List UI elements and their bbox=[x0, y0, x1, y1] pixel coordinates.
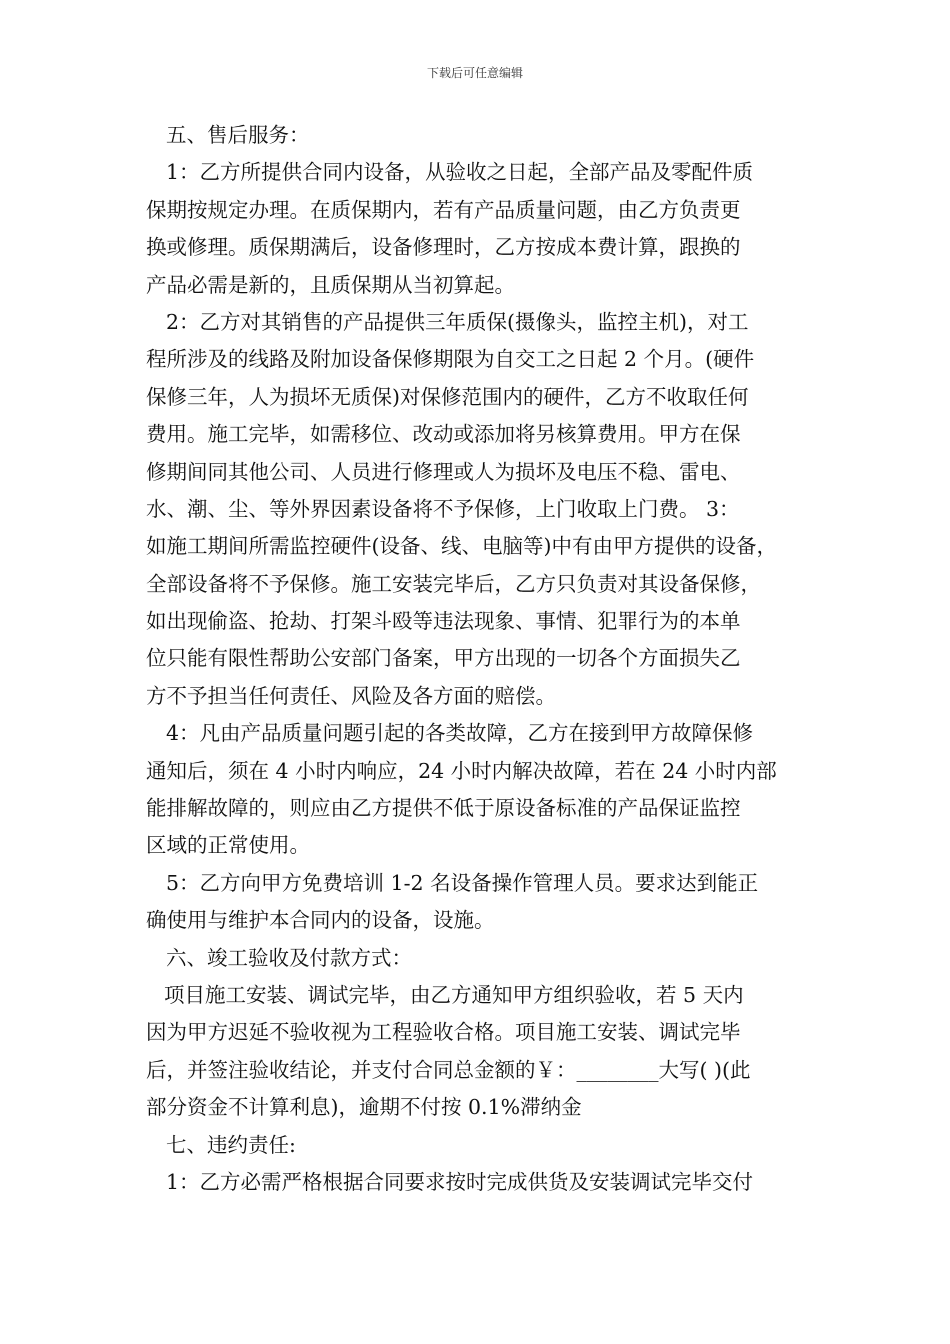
paragraph-line: 换或修理。质保期满后，设备修理时，乙方按成本费计算，跟换的 bbox=[146, 235, 741, 260]
paragraph-line: 4：凡由产品质量问题引起的各类故障，乙方在接到甲方故障保修 bbox=[166, 721, 754, 746]
paragraph-line: 后，并签注验收结论，并支付合同总金额的￥：________大写( )(此 bbox=[146, 1057, 751, 1082]
paragraph-line: 项目施工安装、调试完毕，由乙方通知甲方组织验收，若 5 天内 bbox=[164, 982, 744, 1007]
paragraph-line: 能排解故障的，则应由乙方提供不低于原设备标准的产品保证监控 bbox=[146, 796, 741, 821]
paragraph-line: 2：乙方对其销售的产品提供三年质保(摄像头，监控主机)，对工 bbox=[166, 309, 749, 334]
paragraph-line: 费用。施工完毕，如需移位、改动或添加将另核算费用。甲方在保 bbox=[146, 422, 741, 447]
paragraph-line: 方不予担当任何责任、风险及各方面的赔偿。 bbox=[146, 683, 556, 708]
paragraph-line: 保期按规定办理。在质保期内，若有产品质量问题，由乙方负责更 bbox=[146, 197, 741, 222]
paragraph-line: 如施工期间所需监控硬件(设备、线、电脑等)中有由甲方提供的设备， bbox=[146, 534, 777, 559]
paragraph-line: 因为甲方迟延不验收视为工程验收合格。项目施工安装、调试完毕 bbox=[146, 1020, 741, 1045]
paragraph-line: 1：乙方所提供合同内设备，从验收之日起，全部产品及零配件质 bbox=[166, 160, 754, 185]
paragraph-line: 如出现偷盗、抢劫、打架斗殴等违法现象、事情、犯罪行为的本单 bbox=[146, 609, 741, 634]
paragraph-line: 保修三年，人为损坏无质保)对保修范围内的硬件，乙方不收取任何 bbox=[146, 384, 749, 409]
paragraph-line: 通知后，须在 4 小时内响应，24 小时内解决故障，若在 24 小时内部 bbox=[146, 758, 777, 783]
paragraph-line: 确使用与维护本合同内的设备，设施。 bbox=[146, 908, 495, 933]
paragraph-line: 部分资金不计算利息)，逾期不付按 0.1%滞纳金 bbox=[146, 1095, 582, 1120]
section-heading-acceptance-payment: 六、竣工验收及付款方式： bbox=[166, 945, 412, 970]
page-header: 下载后可任意编辑 bbox=[426, 66, 523, 80]
document-body bbox=[146, 117, 808, 1201]
paragraph-line: 产品必需是新的，且质保期从当初算起。 bbox=[146, 272, 515, 297]
paragraph-line: 全部设备将不予保修。施工安装完毕后，乙方只负责对其设备保修， bbox=[146, 571, 761, 596]
paragraph-line: 5：乙方向甲方免费培训 1-2 名设备操作管理人员。要求达到能正 bbox=[166, 870, 759, 895]
paragraph-line: 区域的正常使用。 bbox=[146, 833, 310, 858]
paragraph-line: 水、潮、尘、等外界因素设备将不予保修，上门收取上门费。 3： bbox=[146, 496, 740, 521]
paragraph-line: 程所涉及的线路及附加设备保修期限为自交工之日起 2 个月。(硬件 bbox=[146, 347, 755, 372]
section-heading-liability: 七、违约责任: bbox=[166, 1132, 296, 1157]
paragraph-line: 位只能有限性帮助公安部门备案，甲方出现的一切各个方面损失乙 bbox=[146, 646, 741, 671]
paragraph-line: 1：乙方必需严格根据合同要求按时完成供货及安装调试完毕交付 bbox=[166, 1169, 754, 1194]
paragraph-line: 修期间同其他公司、人员进行修理或人为损坏及电压不稳、雷电、 bbox=[146, 459, 741, 484]
section-heading-after-sales: 五、售后服务： bbox=[166, 123, 310, 147]
